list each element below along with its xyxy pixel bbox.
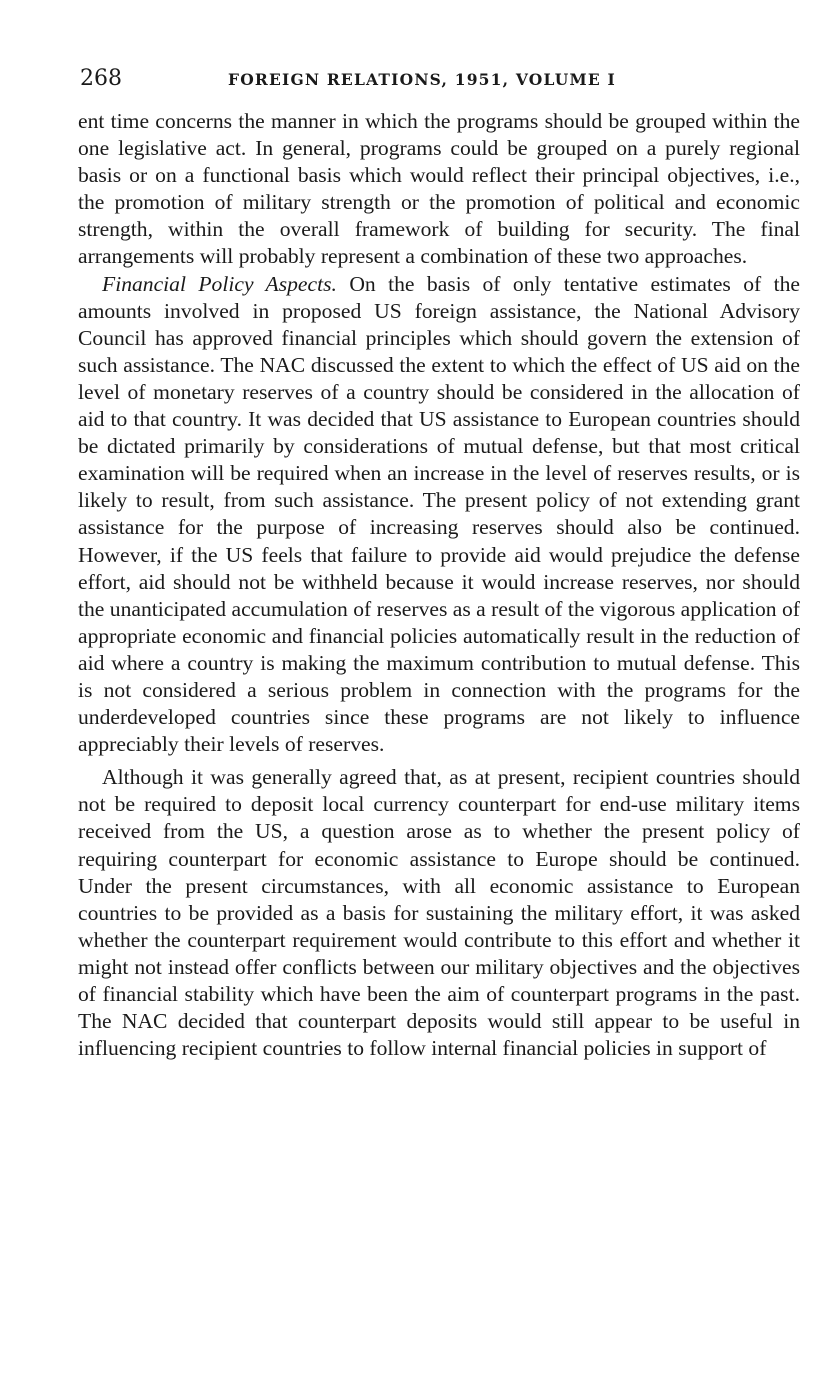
paragraph-3: Although it was generally agreed that, as at present, recipient countries should not be required to deposit local currency counterpart for end-use military items received from the US, a question arose as to whether the present policy of requiring counterpart for economic assistance to Europe should be continued. Under the present circumstances, with all economic assistance to European countries to be provided as a basis for sustaining the military effort, it was asked whether the counterpart requirement would contribute to this effort and whether it might not instead offer conflicts between our military objectives and the objectives of financial stability which have been the aim of counterpart programs in the past. The NAC decided that counterpart deposits would still appear to be useful in influencing recipient countries to follow internal financial policies in support of [78,765,800,1061]
page-header [78,62,800,108]
page-number: 268 [80,66,122,91]
running-title: FOREIGN RELATIONS, 1951, VOLUME I [228,70,616,89]
section-heading-financial-policy: Financial Policy Aspects. [102,271,337,296]
document-page [78,62,800,1062]
paragraph-1: ent time concerns the manner in which the programs should be grouped within the one legislative act. In general, programs could be grouped on a purely regional basis or on a functional basis which would reflect their principal objectives, i.e., the promotion of military strength or the promotion of political and economic strength, within the overall framework of building for security. The final arrangements will probably represent a combination of these two approaches. [78,109,800,269]
paragraph-2 [78,271,800,759]
paragraph-2-text: On the basis of only tentative estimates of the amounts involved in proposed US foreign assistance, the National Advisory Council has approved financial principles which should govern the extension of such assistance. The NAC discussed the extent to which the effect of US aid on the level of monetary reserves of a country should be considered in the allocation of aid to that country. It was decided that US assistance to European countries should be dictated primarily by considerations of mutual defense, but that most critical examination will be required when an increase in the level of reserves results, or is likely to result, from such assistance. The present policy of not extending grant assistance for the purpose of increasing reserves should also be continued. However, if the US feels that failure to provide aid would prejudice the defense effort, aid should not be withheld because it would increase reserves, nor should the unanticipated accumulation of reserves as a result of the vigorous application of appropriate economic and financial policies automatically result in the reduction of aid where a country is making the maximum contribution to mutual defense. This is not considered a serious problem in connection with the programs for the underdeveloped countries since these programs are not likely to influence appreciably their levels of reserves. [78,271,800,757]
body-text [78,108,800,1062]
